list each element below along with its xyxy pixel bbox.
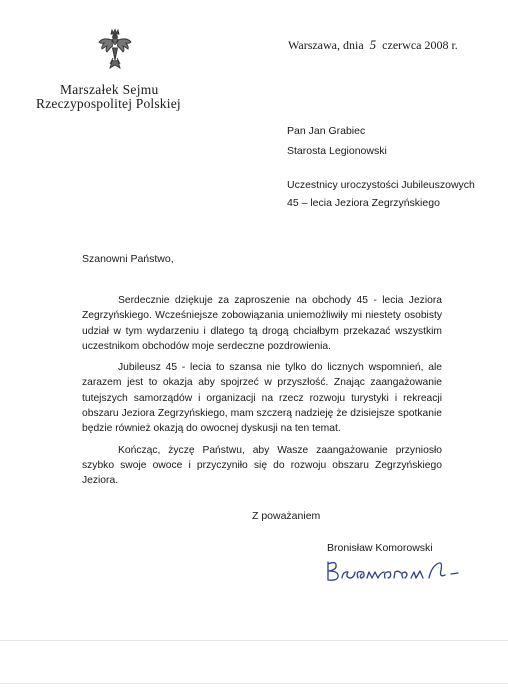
recipient-name: Pan Jan Grabiec: [287, 125, 366, 137]
closing: Z poważaniem: [252, 510, 321, 522]
paragraph: Kończąc, życzę Państwu, aby Wasze zaangażowanie przyniosło szybko swoje owoce i przyczyniło się do rozwoju obszaru Zegrzyńskiego Jeziora.: [82, 444, 442, 487]
scan-artifact-line: [0, 683, 508, 684]
scan-artifact-line: [0, 640, 508, 641]
recipient-group-line2: 45 – lecia Jeziora Zegrzyńskiego: [287, 197, 440, 209]
dateline: [288, 37, 458, 53]
salutation: Szanowni Państwo,: [82, 253, 174, 265]
dateline-prefix: Warszawa, dnia: [288, 38, 364, 52]
sender-name: Bronisław Komorowski: [327, 542, 433, 554]
paragraph: Serdecznie dziękuje za zaproszenie na obchody 45 - lecia Jeziora Zegrzyńskiego. Wcześniejsze zobowiązania uniemożliwiły mi niestety osobisty udział w tym wydarzeniu i dlatego tą drogą chciałbym przekazać wszystkim uczestnikom obchodów moje serdeczne pozdrowienia.: [82, 295, 442, 352]
office-title-line2: Rzeczypospolitej Polskiej: [36, 96, 181, 111]
polish-eagle-emblem-icon: [97, 28, 133, 70]
dateline-suffix: czerwca 2008 r.: [382, 38, 458, 52]
recipient-group-line1: Uczestnicy uroczystości Jubileuszowych: [287, 179, 475, 191]
recipient-title: Starosta Legionowski: [287, 145, 387, 157]
dateline-day: 5: [369, 37, 377, 52]
paragraph: Jubileusz 45 - lecia to szansa nie tylko do licznych wspomnień, ale zarazem jest to okazja aby spojrzeć w przyszłość. Znając zaangażowanie tutejszych samorządów i organizacji na rzecz rozwoju turystyki i rekreacji obszaru Jeziora Zegrzyńskiego, mam szczerą nadzieję że dzisiejsze spotkanie będzie również okazją do owocnej dyskusji na ten temat.: [82, 362, 442, 435]
office-title-line1: Marszałek Sejmu: [60, 82, 159, 97]
letter-body: [82, 293, 442, 495]
handwritten-signature-icon: [325, 556, 465, 584]
